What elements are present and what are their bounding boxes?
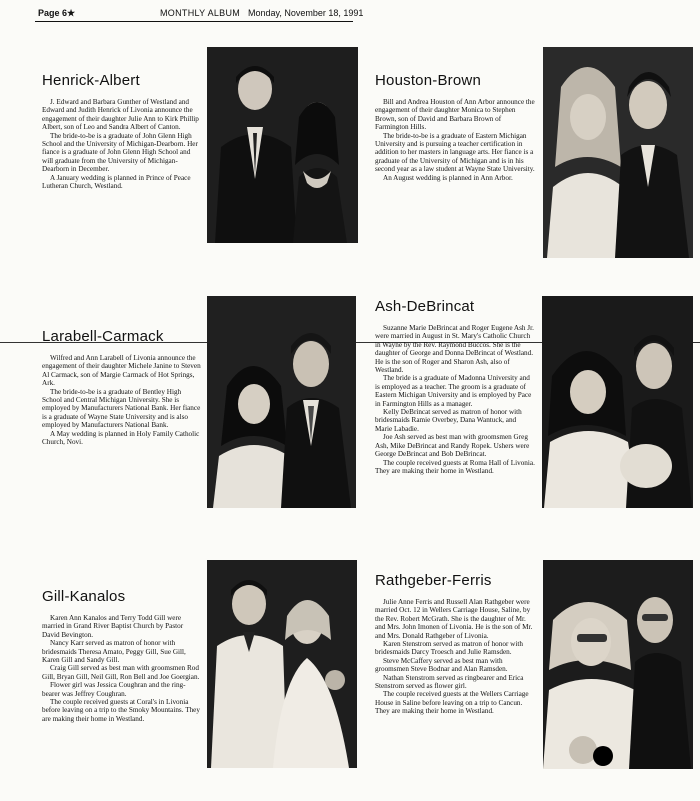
article-henrick-albert <box>42 72 202 190</box>
article-body <box>375 324 535 475</box>
article-paragraph: J. Edward and Barbara Gunther of Westland and Edward and Judith Henrick of Livonia announce the engagement of their daughter Julie Ann to Kirk Phillip Albert, son of Leo and Sandra Albert of Canton. <box>42 98 199 132</box>
article-houston-brown <box>375 72 535 182</box>
article-gill-kanalos <box>42 588 202 723</box>
article-paragraph: The bride is a graduate of Madonna University and is employed as a teacher. The groom is a graduate of Eastern Michigan University and is employed by Pace in Farmington Hills as a manager. <box>375 374 532 408</box>
article-paragraph: Nathan Stenstrom served as ringbearer and Erica Stenstrom served as flower girl. <box>375 673 524 691</box>
article-paragraph: Flower girl was Jessica Coughran and the ring-bearer was Jeffrey Coughran. <box>42 681 186 698</box>
article-paragraph: Suzanne Marie DeBrincat and Roger Eugene Ash Jr. were married in August in St. Mary's Catholic Church in Wayne by the Rev. Raymond Buccos. She is the daughter of George and Donna DeBrincat of Westland. He is the son of Roger and Sharon Ash, also of Westland. <box>375 324 534 375</box>
article-paragraph: Craig Gill served as best man with groomsmen Rod Gill, Bryan Gill, Neil Gill, Ron Bell and Joe Goergian. <box>42 664 200 681</box>
article-paragraph: Karen Ann Kanalos and Terry Todd Gill were married in Grand River Baptist Church by Pastor David Bevington. <box>42 614 184 639</box>
article-body <box>375 598 535 716</box>
article-paragraph: A May wedding is planned in Holy Family Catholic Church, Novi. <box>42 429 200 447</box>
article-paragraph: The couple received guests at Coral's in Livonia before leaving on a trip to the Smoky Mountains. They are making their home in Westland. <box>42 698 200 723</box>
article-paragraph: Steve McCaffery served as best man with groomsmen Steve Bodnar and Alan Ramsden. <box>375 656 508 674</box>
article-paragraph: A January wedding is planned in Prince of Peace Lutheran Church, Westland. <box>42 173 191 191</box>
article-paragraph: Joe Ash served as best man with groomsmen Greg Ash, Mike DeBrincat and Randy Ropek. Ushers were George DeBrincat and Bob DeBrincat. <box>375 433 530 459</box>
couple-photo-ash-debrincat <box>542 296 693 508</box>
article-title: Ash-DeBrincat <box>375 298 475 315</box>
article-body <box>375 98 535 182</box>
article-paragraph: Karen Stenstrom served as matron of honor with bridesmaids Darcy Troesch and Julie Ramsden. <box>375 640 523 657</box>
article-paragraph: Kelly DeBrincat served as matron of honor with bridesmaids Ramie Overbey, Dana Wantuck, and Marie Labadie. <box>375 408 522 433</box>
article-paragraph: The couple received guests at Roma Hall of Livonia. They are making their home in Westland. <box>375 458 535 475</box>
page-number: Page 6★ <box>38 8 76 18</box>
article-paragraph: Wilfred and Ann Larabell of Livonia announce the engagement of their daughter Michele Janine to Steven Al Carmack, son of Margie Carmack of Hot Springs, Ark. <box>42 354 201 388</box>
article-title: Larabell-Carmack <box>42 328 164 345</box>
article-paragraph: The bride-to-be is a graduate of John Glenn High School and the University of Michigan-Dearborn. Her fiance is a graduate of John Glenn High School and will graduate from the University of Michigan-Dearborn in December. <box>42 131 198 174</box>
article-body <box>42 614 202 723</box>
article-paragraph: The bride-to-be is a graduate of Eastern Michigan University and is pursuing a teacher certification in addition to her masters in language arts. Her fiance is a graduate of the University of Michigan and is in his second year as a law student at Wayne State University. <box>375 131 535 174</box>
article-title: Houston-Brown <box>375 72 481 89</box>
article-paragraph: Julie Anne Ferris and Russell Alan Rathgeber were married Oct. 12 in Wellers Carriage House, Saline, by the Rev. Robert McGrath. She is the daughter of Mr. and Mrs. John Imonen of Livonia. He is the son of Mr. and Mrs. Donald Rathgeber of Livonia. <box>375 598 533 640</box>
couple-photo-gill-kanalos <box>207 560 357 768</box>
article-title: Gill-Kanalos <box>42 588 126 605</box>
article-title: Henrick-Albert <box>42 72 140 89</box>
article-ash-debrincat <box>375 298 535 475</box>
article-paragraph: Bill and Andrea Houston of Ann Arbor announce the engagement of their daughter Monica to Stephen Brown, son of David and Barbara Brown of Farmington Hills. <box>375 98 535 132</box>
article-body <box>42 98 202 190</box>
article-title: Rathgeber-Ferris <box>375 572 492 589</box>
couple-photo-rathgeber-ferris <box>543 560 693 769</box>
page-header <box>35 7 364 22</box>
couple-photo-houston-brown <box>543 47 693 258</box>
article-rathgeber-ferris <box>375 572 535 716</box>
couple-photo-larabell-carmack <box>207 296 356 508</box>
article-paragraph: The couple received guests at the Wellers Carriage House in Saline before leaving on a trip to Cancun. They are making their home in Westland. <box>375 690 529 716</box>
article-paragraph: The bride-to-be is a graduate of Bentley High School and Central Michigan University. She is employed by Manufacturers National Bank. Her fiance is a graduate of Wayne State University and is also employed by Manufacturers National Bank. <box>42 387 201 430</box>
article-larabell-carmack <box>42 328 202 446</box>
article-paragraph: Nancy Karr served as matron of honor with bridesmaids Theresa Amato, Peggy Gill, Sue Gill, Karen Gill and Sandy Gill. <box>42 639 186 665</box>
publication-name: MONTHLY ALBUM <box>160 8 241 18</box>
couple-photo-henrick-albert <box>207 47 358 243</box>
article-body <box>42 354 202 446</box>
article-paragraph: An August wedding is planned in Ann Arbor. <box>383 173 513 182</box>
issue-date: Monday, November 18, 1991 <box>248 8 364 18</box>
